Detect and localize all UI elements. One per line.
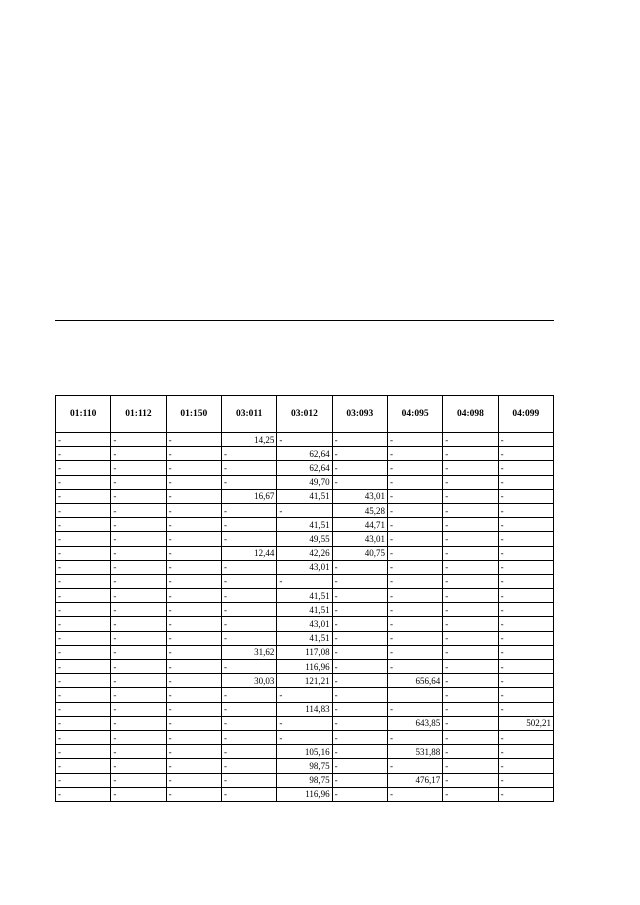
table-cell: -: [332, 745, 387, 759]
table-cell: -: [443, 730, 498, 744]
table-row: [56, 503, 554, 517]
table-cell: -: [111, 560, 166, 574]
table-cell: -: [277, 433, 332, 447]
table-cell: -: [56, 433, 111, 447]
table-cell: -: [111, 645, 166, 659]
table-cell: -: [221, 745, 276, 759]
table-cell: -: [387, 730, 442, 744]
table-cell: -: [332, 702, 387, 716]
table-cell: -: [498, 631, 553, 645]
table-cell: -: [498, 688, 553, 702]
table-cell: -: [443, 702, 498, 716]
table-cell: -: [498, 589, 553, 603]
table-cell: -: [166, 532, 221, 546]
table-cell: -: [498, 546, 553, 560]
table-cell: -: [166, 716, 221, 730]
table-cell: -: [332, 574, 387, 588]
table-cell: 41,51: [277, 603, 332, 617]
table-cell: -: [56, 660, 111, 674]
table-row: [56, 645, 554, 659]
table-cell: -: [221, 475, 276, 489]
table-cell: -: [221, 716, 276, 730]
table-cell: -: [332, 560, 387, 574]
column-header: 04:098: [443, 396, 498, 433]
table-cell: -: [166, 773, 221, 787]
table-cell: -: [56, 759, 111, 773]
table-cell: -: [443, 759, 498, 773]
table-cell: -: [498, 503, 553, 517]
table-row: [56, 787, 554, 801]
table-cell: -: [443, 716, 498, 730]
table-cell: -: [111, 603, 166, 617]
table-cell: -: [443, 433, 498, 447]
table-cell: -: [166, 589, 221, 603]
column-header: 03:012: [277, 396, 332, 433]
table-cell: -: [332, 730, 387, 744]
table-cell: -: [498, 532, 553, 546]
table-cell: -: [332, 617, 387, 631]
table-cell: -: [332, 773, 387, 787]
table-cell: -: [56, 787, 111, 801]
table-cell: -: [166, 560, 221, 574]
table-cell: 45,28: [332, 503, 387, 517]
table-cell: -: [498, 660, 553, 674]
table-cell: -: [56, 518, 111, 532]
column-header: 01:112: [111, 396, 166, 433]
table-cell: -: [387, 433, 442, 447]
table-cell: -: [443, 745, 498, 759]
table-cell: -: [111, 461, 166, 475]
table-cell: -: [332, 475, 387, 489]
table-cell: -: [221, 589, 276, 603]
table-cell: 656,64: [387, 674, 442, 688]
table-row: [56, 532, 554, 546]
table-cell: -: [56, 702, 111, 716]
table-cell: -: [332, 645, 387, 659]
table-cell: -: [498, 674, 553, 688]
table-cell: -: [277, 503, 332, 517]
table-cell: -: [221, 787, 276, 801]
table-cell: -: [56, 447, 111, 461]
table-cell: 30,03: [221, 674, 276, 688]
table-cell: -: [56, 546, 111, 560]
table-cell: -: [111, 759, 166, 773]
table-cell: -: [111, 702, 166, 716]
table-cell: 502,21: [498, 716, 553, 730]
table-cell: -: [387, 631, 442, 645]
table-row: [56, 730, 554, 744]
table-cell: 62,64: [277, 447, 332, 461]
table-cell: -: [56, 716, 111, 730]
table-cell: 117,08: [277, 645, 332, 659]
table-cell: -: [332, 674, 387, 688]
table-cell: -: [332, 447, 387, 461]
table-cell: -: [221, 773, 276, 787]
table-cell: -: [498, 730, 553, 744]
table-cell: 114,83: [277, 702, 332, 716]
table-cell: -: [387, 787, 442, 801]
table-cell: -: [443, 475, 498, 489]
table-cell: -: [166, 546, 221, 560]
table-cell: -: [387, 489, 442, 503]
table-row: [56, 574, 554, 588]
table-cell: [387, 688, 442, 702]
column-header: 04:099: [498, 396, 553, 433]
table-cell: -: [387, 574, 442, 588]
table-cell: -: [498, 461, 553, 475]
table-cell: -: [443, 560, 498, 574]
table-cell: -: [498, 603, 553, 617]
table-cell: 121,21: [277, 674, 332, 688]
table-cell: -: [498, 489, 553, 503]
table-cell: -: [443, 503, 498, 517]
table-cell: -: [221, 447, 276, 461]
column-header: 04:095: [387, 396, 442, 433]
table-cell: 531,88: [387, 745, 442, 759]
table-cell: -: [111, 489, 166, 503]
table-row: [56, 589, 554, 603]
table-cell: -: [498, 617, 553, 631]
table-row: [56, 447, 554, 461]
table-cell: 41,51: [277, 518, 332, 532]
table-cell: -: [166, 631, 221, 645]
table-cell: 42,26: [277, 546, 332, 560]
table-cell: -: [166, 433, 221, 447]
table-cell: -: [166, 660, 221, 674]
table-cell: -: [387, 447, 442, 461]
table-cell: -: [111, 730, 166, 744]
table-row: [56, 702, 554, 716]
table-cell: -: [56, 475, 111, 489]
table-cell: -: [221, 532, 276, 546]
table-cell: 116,96: [277, 660, 332, 674]
table-cell: -: [387, 503, 442, 517]
table-cell: -: [498, 447, 553, 461]
table-cell: 40,75: [332, 546, 387, 560]
table-cell: 31,62: [221, 645, 276, 659]
table-cell: -: [111, 503, 166, 517]
table-cell: -: [443, 787, 498, 801]
table-cell: -: [443, 688, 498, 702]
table-cell: -: [498, 759, 553, 773]
table-cell: -: [443, 773, 498, 787]
table-row: [56, 617, 554, 631]
table-cell: -: [221, 503, 276, 517]
table-cell: -: [166, 730, 221, 744]
table-cell: -: [332, 461, 387, 475]
table-cell: 43,01: [277, 560, 332, 574]
table-row: [56, 759, 554, 773]
table-cell: -: [56, 589, 111, 603]
column-header: 01:110: [56, 396, 111, 433]
table-cell: -: [443, 546, 498, 560]
table-cell: -: [387, 560, 442, 574]
table-row: [56, 433, 554, 447]
table-cell: -: [56, 645, 111, 659]
table-cell: 49,55: [277, 532, 332, 546]
table-cell: -: [166, 645, 221, 659]
table-cell: 44,71: [332, 518, 387, 532]
data-table: [55, 395, 554, 802]
table-row: [56, 489, 554, 503]
table-cell: -: [332, 589, 387, 603]
column-header: 01:150: [166, 396, 221, 433]
table-cell: -: [111, 660, 166, 674]
table-row: [56, 716, 554, 730]
table-cell: -: [166, 688, 221, 702]
table-cell: -: [221, 560, 276, 574]
table-cell: -: [498, 702, 553, 716]
table-cell: -: [277, 730, 332, 744]
table-cell: 62,64: [277, 461, 332, 475]
table-cell: -: [111, 475, 166, 489]
table-row: [56, 688, 554, 702]
table-cell: -: [56, 532, 111, 546]
table-cell: 98,75: [277, 759, 332, 773]
table-cell: 116,96: [277, 787, 332, 801]
table-cell: -: [443, 461, 498, 475]
table-cell: -: [111, 631, 166, 645]
table-cell: 14,25: [221, 433, 276, 447]
table-row: [56, 631, 554, 645]
table-cell: -: [443, 489, 498, 503]
table-cell: -: [166, 461, 221, 475]
table-row: [56, 461, 554, 475]
table-body: [56, 433, 554, 802]
table-cell: -: [443, 589, 498, 603]
table-cell: -: [166, 518, 221, 532]
table-cell: -: [387, 759, 442, 773]
column-header: 03:011: [221, 396, 276, 433]
table-cell: -: [277, 688, 332, 702]
table-cell: -: [443, 660, 498, 674]
table-cell: -: [277, 716, 332, 730]
table-cell: -: [221, 631, 276, 645]
table-cell: -: [332, 787, 387, 801]
table-cell: 41,51: [277, 589, 332, 603]
table-cell: -: [166, 745, 221, 759]
table-cell: -: [498, 475, 553, 489]
table-cell: 98,75: [277, 773, 332, 787]
table-cell: 16,67: [221, 489, 276, 503]
table-cell: -: [498, 773, 553, 787]
table-cell: -: [166, 759, 221, 773]
table-cell: -: [111, 773, 166, 787]
table-cell: -: [387, 702, 442, 716]
horizontal-rule: [55, 320, 554, 321]
table-cell: -: [443, 532, 498, 546]
table-cell: 41,51: [277, 489, 332, 503]
table-cell: 105,16: [277, 745, 332, 759]
table-cell: -: [221, 617, 276, 631]
table-cell: -: [56, 574, 111, 588]
table-cell: -: [221, 702, 276, 716]
table-cell: -: [111, 787, 166, 801]
table-cell: -: [111, 532, 166, 546]
table-cell: 12,44: [221, 546, 276, 560]
table-cell: -: [111, 433, 166, 447]
table-cell: -: [56, 688, 111, 702]
table-cell: -: [56, 503, 111, 517]
table-cell: 476,17: [387, 773, 442, 787]
table-cell: -: [332, 688, 387, 702]
table-row: [56, 518, 554, 532]
table-cell: -: [166, 574, 221, 588]
table-cell: -: [166, 503, 221, 517]
table-cell: -: [332, 433, 387, 447]
table-header-row: [56, 396, 554, 433]
table-cell: -: [111, 716, 166, 730]
table-row: [56, 674, 554, 688]
table-cell: -: [387, 546, 442, 560]
table-cell: -: [387, 532, 442, 546]
table-cell: 41,51: [277, 631, 332, 645]
table-row: [56, 475, 554, 489]
table-cell: 43,01: [277, 617, 332, 631]
table-cell: -: [56, 730, 111, 744]
table-cell: -: [332, 759, 387, 773]
table-row: [56, 745, 554, 759]
table-cell: -: [56, 631, 111, 645]
table-cell: 43,01: [332, 489, 387, 503]
table-cell: -: [56, 745, 111, 759]
table-cell: -: [111, 617, 166, 631]
table-cell: -: [498, 560, 553, 574]
table-cell: -: [387, 603, 442, 617]
table-cell: -: [387, 589, 442, 603]
table-cell: -: [221, 660, 276, 674]
table-cell: -: [332, 631, 387, 645]
table-cell: 49,70: [277, 475, 332, 489]
table-cell: -: [56, 617, 111, 631]
table-cell: -: [498, 645, 553, 659]
table-cell: -: [56, 560, 111, 574]
table-cell: -: [221, 759, 276, 773]
table-cell: -: [111, 518, 166, 532]
table-cell: -: [332, 716, 387, 730]
table-cell: -: [332, 660, 387, 674]
table-cell: -: [443, 447, 498, 461]
table-row: [56, 773, 554, 787]
table-cell: -: [56, 674, 111, 688]
table-cell: -: [443, 631, 498, 645]
table-row: [56, 660, 554, 674]
table-cell: -: [387, 617, 442, 631]
table-cell: -: [443, 518, 498, 532]
table-cell: -: [56, 773, 111, 787]
table-cell: -: [221, 518, 276, 532]
table-cell: -: [166, 475, 221, 489]
table-cell: -: [111, 688, 166, 702]
table-cell: -: [221, 603, 276, 617]
table-cell: -: [166, 447, 221, 461]
table-cell: -: [387, 518, 442, 532]
table-cell: -: [166, 603, 221, 617]
table-cell: -: [387, 645, 442, 659]
table-cell: -: [221, 461, 276, 475]
table-cell: -: [111, 589, 166, 603]
table-cell: -: [111, 546, 166, 560]
table-cell: -: [111, 745, 166, 759]
table-cell: -: [166, 702, 221, 716]
table-cell: -: [221, 730, 276, 744]
table-cell: -: [443, 603, 498, 617]
table-cell: 643,85: [387, 716, 442, 730]
table-cell: -: [111, 447, 166, 461]
table-cell: -: [332, 603, 387, 617]
table-cell: -: [277, 574, 332, 588]
table-cell: -: [221, 574, 276, 588]
table-row: [56, 546, 554, 560]
table-cell: -: [166, 617, 221, 631]
table-cell: -: [56, 603, 111, 617]
table-cell: -: [498, 518, 553, 532]
table-cell: -: [443, 645, 498, 659]
table-cell: -: [387, 660, 442, 674]
table-cell: -: [443, 574, 498, 588]
table-cell: -: [166, 674, 221, 688]
table-cell: -: [166, 489, 221, 503]
table-cell: -: [387, 475, 442, 489]
table-cell: -: [111, 674, 166, 688]
table-cell: -: [498, 433, 553, 447]
table-cell: -: [387, 461, 442, 475]
table-cell: -: [443, 674, 498, 688]
table-row: [56, 603, 554, 617]
table-cell: -: [498, 787, 553, 801]
column-header: 03:093: [332, 396, 387, 433]
table-cell: -: [56, 461, 111, 475]
table-cell: -: [166, 787, 221, 801]
table-cell: 43,01: [332, 532, 387, 546]
table-cell: -: [498, 745, 553, 759]
table-cell: -: [443, 617, 498, 631]
table-cell: -: [221, 688, 276, 702]
table-row: [56, 560, 554, 574]
table-cell: -: [498, 574, 553, 588]
table-cell: -: [111, 574, 166, 588]
table-cell: -: [56, 489, 111, 503]
